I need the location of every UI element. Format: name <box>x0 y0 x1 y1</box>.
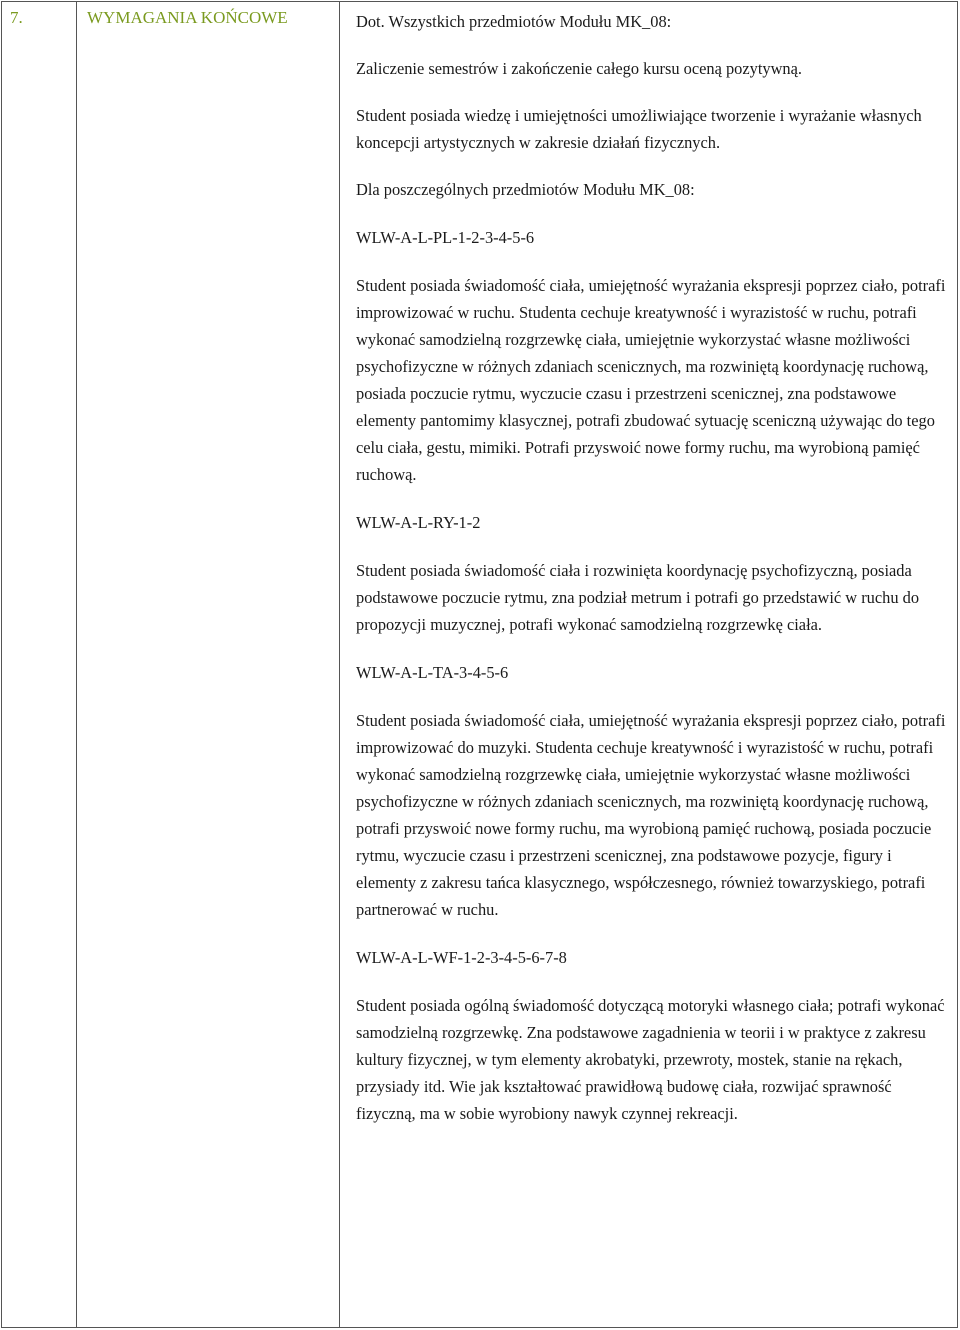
detail-heading: Dla poszczególnych przedmiotów Modułu MK_08: <box>356 180 695 199</box>
intro-paragraph: Student posiada wiedzę i umiejętności umożliwiające tworzenie i wyrażanie własnych koncepcji artystycznych w zakresie działań fizycznych. <box>356 106 922 152</box>
table-row <box>2 2 958 1328</box>
subject-code: WLW-A-L-WF-1-2-3-4-5-6-7-8 <box>356 948 567 967</box>
requirements-table <box>1 1 958 1328</box>
intro-paragraph: Zaliczenie semestrów i zakończenie całego kursu oceną pozytywną. <box>356 59 802 78</box>
section-number-cell <box>2 2 77 1328</box>
intro-heading: Dot. Wszystkich przedmiotów Modułu MK_08: <box>356 12 672 31</box>
section-content-cell <box>340 2 958 1328</box>
subject-description: Student posiada świadomość ciała i rozwinięta koordynację psychofizyczną, posiada podstawowe poczucie rytmu, zna podział metrum i potrafi go przedstawić w ruchu do propozycji muzycznej, potrafi wykonać samodzielną rozgrzewkę ciała. <box>356 561 920 634</box>
subject-description: Student posiada świadomość ciała, umiejętność wyrażania ekspresji poprzez ciało, potrafi improwizować do muzyki. Studenta cechuje kreatywność i wyrazistość w ruchu, potrafi wykonać samodzielną rozgrzewkę ciała, umiejętnie wykorzystać własne możliwości psychofizyczne w różnych zdaniach scenicznych, ma rozwiniętą koordynację ruchową, potrafi przyswoić nowe formy ruchu, ma wyrobioną pamięć ruchową, posiada poczucie rytmu, wyczucie czasu i przestrzeni scenicznej, zna podstawowe pozycje, figury i elementy z zakresu tańca klasycznego, współczesnego, również towarzyskiego, potrafi partnerować w ruchu. <box>356 711 946 919</box>
subject-description: Student posiada świadomość ciała, umiejętność wyrażania ekspresji poprzez ciało, potrafi improwizować w ruchu. Studenta cechuje kreatywność i wyrazistość w ruchu, potrafi wykonać samodzielną rozgrzewkę ciała, umiejętnie wykorzystać własne możliwości psychofizyczne w różnych zdaniach scenicznych, ma rozwiniętą koordynację ruchową, posiada poczucie rytmu, wyczucie czasu i przestrzeni scenicznej, zna podstawowe elementy pantomimy klasycznej, potrafi zbudować sytuację sceniczną używając do tego celu ciała, gestu, mimiki. Potrafi przyswoić nowe formy ruchu, ma wyrobioną pamięć ruchową. <box>356 276 946 484</box>
section-title-cell <box>77 2 340 1328</box>
section-title: WYMAGANIA KOŃCOWE <box>87 8 288 27</box>
section-content <box>340 2 957 1127</box>
subject-code: WLW-A-L-RY-1-2 <box>356 513 481 532</box>
subject-description: Student posiada ogólną świadomość dotyczącą motoryki własnego ciała; potrafi wykonać samodzielną rozgrzewkę. Zna podstawowe zagadnienia w teorii i w praktyce z zakresu kultury fizycznej, w tym elementy akrobatyki, przewroty, mostek, stanie na rękach, przysiady itd. Wie jak kształtować prawidłową budowę ciała, rozwijać sprawność fizyczną, ma w sobie wyrobiony nawyk czynnej rekreacji. <box>356 996 945 1123</box>
subject-code: WLW-A-L-PL-1-2-3-4-5-6 <box>356 228 535 247</box>
subject-code: WLW-A-L-TA-3-4-5-6 <box>356 663 509 682</box>
section-number: 7. <box>10 8 23 27</box>
